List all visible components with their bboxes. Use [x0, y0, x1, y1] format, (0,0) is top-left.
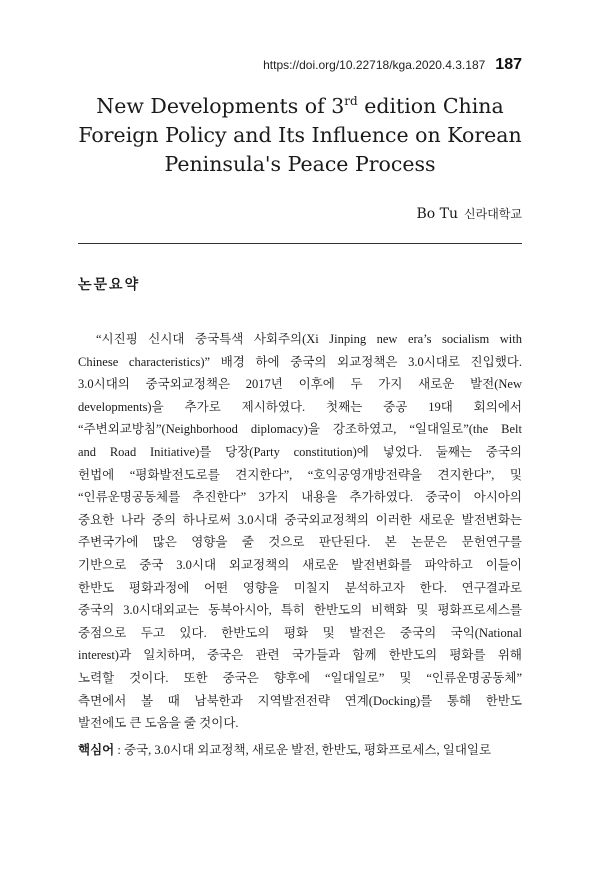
abstract-line: “시진핑 신시대 중국특색 사회주의(Xi Jinping new era’s socialism with [96, 332, 522, 346]
abstract-line: “주변외교방침”(Neighborhood diplomacy)을 강조하였고, “일대일로”(the Belt [78, 422, 522, 437]
keywords-separator: : [114, 743, 124, 757]
title-line-1-post: edition China [357, 94, 504, 118]
abstract-line: 3.0시대의 중국외교정책은 2017년 이후에 두 가지 새로운 발전(New [78, 377, 522, 392]
section-heading: 논문요약 [78, 277, 141, 293]
title-divider [78, 243, 522, 244]
title-line-1-pre: New Developments of 3 [96, 94, 345, 118]
keywords-label: 핵심어 [78, 742, 115, 757]
abstract-line: 헌법에 “평화발전도로를 견지한다”, “호익공영개방전략을 견지한다”, 및 [78, 467, 522, 482]
title-superscript: rd [344, 94, 358, 109]
abstract-line: 기반으로 중국 3.0시대 외교정책의 새로운 발전변화를 파악하고 이들이 [78, 557, 522, 572]
doi-link[interactable]: https://doi.org/10.22718/kga.2020.4.3.187 [263, 58, 486, 72]
abstract-line: 중요한 나라 중의 하나로써 3.0시대 중국외교정책의 이러한 새로운 발전변화는 [78, 512, 522, 527]
title-line-3: Peninsula's Peace Process [164, 152, 436, 176]
page-header [263, 56, 522, 74]
author-name: Bo Tu [416, 206, 459, 222]
title-line-1 [40, 92, 560, 121]
paper-title [40, 92, 560, 179]
abstract-line: Chinese characteristics)” 배경 하에 중국의 외교정책은 3.0시대로 진입했다. [78, 354, 522, 369]
abstract-line: 중점으로 두고 있다. 한반도의 평화 및 발전은 중국의 국익(National [78, 625, 522, 640]
abstract-line: 측면에서 볼 때 남북한과 지역발전전략 연계(Docking)를 통해 한반도 [78, 693, 522, 708]
abstract-line: 발전에도 큰 도움을 줄 것이다. [78, 716, 239, 731]
author-block [417, 205, 523, 222]
abstract-line: 주변국가에 많은 영향을 줄 것으로 판단된다. 본 논문은 문헌연구를 [78, 535, 522, 550]
abstract-line: 노력할 것이다. 또한 중국은 향후에 “일대일로” 및 “인류운명공동체” [78, 670, 522, 685]
abstract-line: 중국의 3.0시대외교는 동북아시아, 특히 한반도의 비핵화 및 평화프로세스를 [78, 603, 522, 618]
keywords-text: 중국, 3.0시대 외교정책, 새로운 발전, 한반도, 평화프로세스, 일대일로 [123, 743, 492, 757]
author-affiliation: 신라대학교 [464, 207, 522, 221]
title-line-2: Foreign Policy and Its Influence on Korean [78, 123, 522, 147]
abstract-line: developments)을 추가로 제시하였다. 첫째는 중공 19대 회의에서 [78, 399, 522, 414]
abstract-line: interest)과 일치하며, 중국은 관련 국가들과 함께 한반도의 평화를 위해 [78, 648, 522, 663]
abstract-line: “인류운명공동체를 추진한다” 3가지 내용을 추가하였다. 중국이 아시아의 [78, 490, 522, 505]
abstract-body [78, 328, 522, 735]
page-number: 187 [495, 56, 522, 73]
abstract-line: 한반도 평화과정에 어떤 영향을 미칠지 분석하고자 한다. 연구결과로 [78, 580, 522, 595]
abstract-line: and Road Initiative)를 당장(Party constitution)에 넣었다. 둘째는 중국의 [78, 444, 522, 459]
keywords [78, 740, 522, 758]
